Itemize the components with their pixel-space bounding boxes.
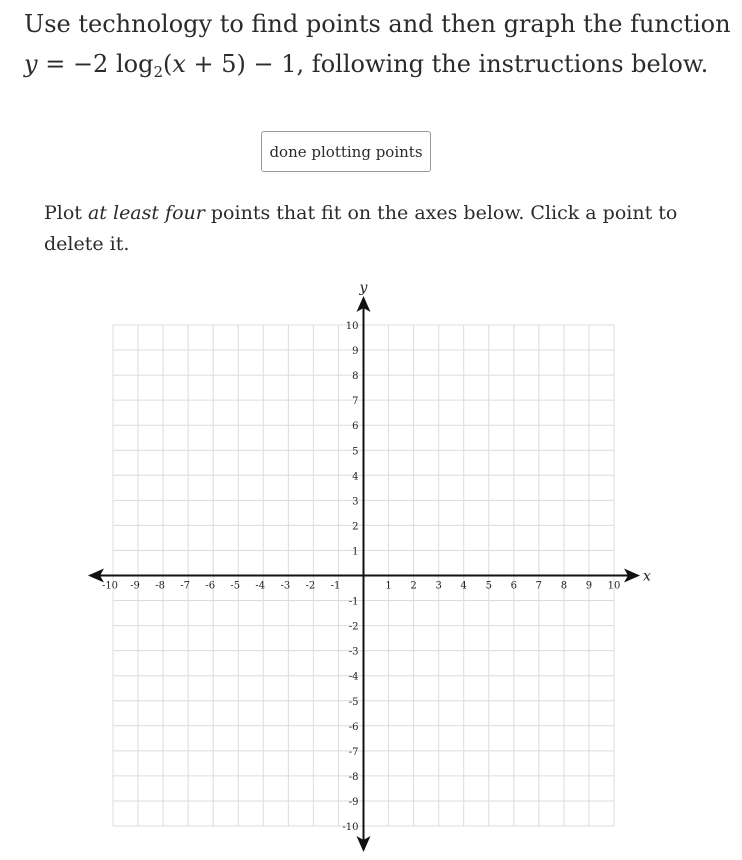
instructions-part-1: Plot	[44, 202, 88, 224]
x-tick-label: -8	[155, 580, 165, 592]
x-axis-label: x	[643, 568, 651, 585]
axes	[88, 296, 640, 852]
y-axis-label: y	[359, 280, 368, 296]
y-tick-label: 8	[352, 371, 359, 383]
problem-statement	[24, 4, 736, 84]
x-tick-label: 5	[485, 580, 492, 592]
y-tick-label: 4	[352, 471, 359, 483]
done-plotting-points-button[interactable]: done plotting points	[261, 131, 431, 172]
instructions	[44, 198, 684, 260]
x-tick-label: 7	[535, 580, 543, 592]
problem-line-2	[24, 44, 736, 84]
equation-log-base: 2	[153, 63, 163, 81]
instructions-emphasis: at least four	[87, 202, 205, 224]
equation-equals: =	[37, 50, 73, 78]
x-tick-label: 4	[460, 580, 467, 592]
problem-line-1: Use technology to find points and then graph the function	[24, 10, 731, 38]
problem-line-2-suffix: , following the instructions below.	[296, 50, 709, 78]
x-tick-label: -2	[305, 580, 316, 592]
x-tick-label: -3	[280, 580, 291, 592]
x-tick-label: 9	[585, 580, 593, 592]
y-tick-label: -4	[348, 671, 359, 683]
equation-tail: + 5) − 1	[185, 50, 297, 78]
y-tick-label: -8	[348, 771, 359, 783]
y-tick-label: -1	[348, 596, 359, 608]
x-tick-label: -4	[255, 580, 266, 592]
equation-coefficient: −2 log	[72, 50, 154, 78]
y-tick-label: -3	[348, 646, 359, 658]
x-tick-label: 10	[607, 580, 621, 592]
x-tick-label: -6	[205, 580, 216, 592]
y-tick-label: -5	[348, 696, 359, 708]
equation-paren: (	[162, 50, 173, 78]
y-tick-label: -10	[342, 822, 359, 833]
x-tick-label: 3	[435, 580, 442, 592]
y-tick-label: 5	[352, 446, 359, 458]
equation-variable: x	[172, 50, 186, 78]
y-tick-label: -9	[348, 796, 359, 808]
x-tick-label: 1	[385, 580, 392, 592]
y-tick-label: -2	[348, 621, 359, 633]
coordinate-plane[interactable]	[0, 270, 742, 860]
y-tick-label: 3	[352, 496, 359, 508]
equation-lhs: y	[24, 50, 38, 78]
x-tick-label: 2	[410, 580, 417, 592]
x-tick-label: -10	[101, 580, 119, 592]
x-tick-label: -5	[230, 580, 241, 592]
y-tick-label: 7	[352, 396, 359, 408]
y-tick-label: 2	[352, 521, 359, 533]
x-tick-label: 8	[560, 580, 568, 592]
x-tick-label: -9	[130, 580, 140, 592]
y-tick-label: 6	[352, 421, 359, 433]
equation	[24, 50, 297, 81]
y-tick-label: 10	[345, 321, 359, 332]
tick-labels	[102, 321, 620, 833]
y-tick-label: 1	[352, 546, 359, 558]
y-tick-label: 9	[352, 346, 359, 358]
y-tick-label: -7	[348, 746, 359, 758]
x-tick-label: 6	[510, 580, 517, 592]
instructions-part-2: points that fit on the axes below. Click a point to delete it.	[44, 202, 678, 255]
y-tick-label: -6	[348, 721, 359, 733]
x-tick-label: -1	[330, 580, 341, 592]
x-tick-label: -7	[180, 580, 191, 592]
